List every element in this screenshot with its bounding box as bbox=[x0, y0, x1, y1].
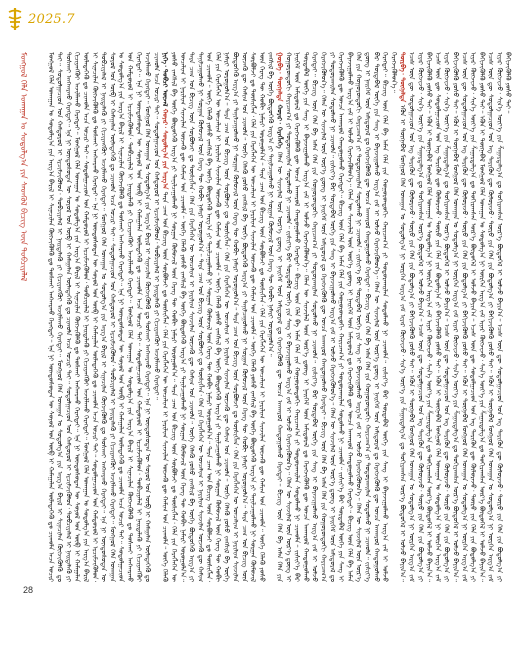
paragraph: ᠬᠡᠯᠡᠨ ᠦ ᠰᠢᠨᠵᠢᠯᠡᠯ ᠦᠨ ᠦᠷ᠎ᠡ ᠳ᠋ᠦᠩ ᠢ ᠨᠡᠢᠭᠡᠮ ᠦᠨ ᠠᠮᠢᠳᠤᠷᠠᠯ ᠳᠤ ᠬᠡᠷᠡᠭᠵᠢᠭᠦᠯᠬᠦ ᠳᠦ ᠣᠨᠴᠠ ᠠᠨᠬᠠᠷᠤᠯ ᠬᠠᠨᠳᠤᠭᠤᠯᠬᠤ ᠬᠡᠷᠡᠭᠲᠡᠢ᠃ ᠪᠢᠴᠢᠭ ᠦᠨ ᠬᠡᠯᠡ ᠪᠠ ᠠᠮᠠᠨ ᠬᠡᠯᠡ ᠶᠢᠨ ᠬᠣᠭᠣᠷᠣᠨᠳᠤᠬᠢ ᠬᠠᠷᠢᠴᠠᠭ᠎ᠠ ᠶᠢ ᠲᠣᠳᠤᠷᠬᠠᠢᠯᠠᠨ ᠰᠤᠳᠤᠯᠬᠤ ᠨᠢ ᠴᠢᠬᠤᠯᠠ᠃ ᠵᠢᠱᠢᠶ᠎ᠡ ᠪᠠᠷ ᠳᠤᠷᠳᠠᠪᠠᠯ ᠦᠭᠡ ᠶᠢᠨ ᠰᠠᠩ ᠢ ᠪᠠᠶᠠᠵᠢᠭᠤᠯᠬᠤ ᠠᠷᠭ᠎ᠠ ᠵᠠᠮ ᠢ ᠣᠯᠵᠤ ᠬᠡᠷᠡᠭᠵᠢᠭᠦᠯᠦᠨ᠎ᠡ᠃ ᠬᠡᠯᠡᠨ ᠦ ᠰᠢᠨᠵᠢᠯᠡᠯ ᠦᠨ ᠦᠷ᠎ᠡ ᠳ᠋ᠦᠩ ᠢ ᠨᠡᠢᠭᠡᠮ ᠦᠨ ᠠᠮᠢᠳᠤᠷᠠᠯ ᠳᠤ ᠬᠡᠷᠡᠭᠵᠢᠭᠦᠯᠬᠦ ᠳᠦ ᠣᠨᠴᠠ ᠠᠨᠬᠠᠷᠤᠯ ᠬᠠᠨᠳᠤᠭᠤᠯᠬᠤ ᠬᠡᠷᠡᠭᠲᠡᠢ᠃ ᠪᠢᠴᠢᠭ ᠦᠨ ᠬᠡᠯᠡ ᠪᠠ ᠠᠮᠠᠨ ᠬᠡᠯᠡ ᠶᠢᠨ ᠬᠣᠭᠣᠷᠣᠨᠳᠤᠬᠢ ᠬᠠᠷᠢᠴᠠᠭ᠎ᠠ ᠶᠢ ᠲᠣᠳᠤᠷᠬᠠᠢᠯᠠᠨ ᠰᠤᠳᠤᠯᠬᠤ ᠨᠢ ᠴᠢᠬᠤᠯᠠ᠃ ᠵᠢᠱᠢᠶ᠎ᠡ ᠪᠠᠷ ᠳᠤᠷᠳᠠᠪᠠᠯ ᠦᠭᠡ ᠶᠢᠨ ᠰᠠᠩ ᠢ ᠪᠠᠶᠠᠵᠢᠭᠤᠯᠬᠤ ᠠᠷᠭ᠎ᠠ ᠵᠠᠮ ᠢ ᠣᠯᠵᠤ ᠬᠡᠷᠡᠭᠵᠢᠭᠦᠯᠦᠨ᠎ᠡ᠃ ᠬᠡᠯᠡᠨ ᠦ ᠰᠢᠨᠵᠢᠯᠡᠯ ᠦᠨ ᠦᠷ᠎ᠡ ᠳ᠋ᠦᠩ ᠢ ᠨᠡᠢᠭᠡᠮ ᠦᠨ ᠠᠮᠢᠳᠤᠷᠠᠯ ᠳᠤ ᠬᠡᠷᠡᠭᠵᠢᠭᠦᠯᠬᠦ ᠳᠦ ᠣᠨᠴᠠ ᠠᠨᠬᠠᠷᠤᠯ ᠬᠠᠨᠳᠤᠭᠤᠯᠬᠤ ᠬᠡᠷᠡᠭᠲᠡᠢ᠃ ᠪᠢᠴᠢᠭ ᠦᠨ ᠬᠡᠯᠡ ᠪᠠ ᠠᠮᠠᠨ ᠬᠡᠯᠡ ᠶᠢᠨ ᠬᠣᠭᠣᠷᠣᠨᠳᠤᠬᠢ ᠬᠠᠷᠢᠴᠠᠭ᠎ᠠ ᠶᠢ ᠲᠣᠳᠤᠷᠬᠠᠢᠯᠠᠨ ᠰᠤᠳᠤᠯᠬᠤ ᠨᠢ ᠴᠢᠬᠤᠯᠠ᠃ ᠵᠢᠱᠢᠶ᠎ᠡ ᠪᠠᠷ ᠳᠤᠷᠳᠠᠪᠠᠯ ᠦᠭᠡ ᠶᠢᠨ ᠰᠠᠩ ᠢ ᠪᠠᠶᠠᠵᠢᠭᠤᠯᠬᠤ ᠠᠷᠭ᠎ᠠ ᠵᠠᠮ ᠢ ᠣᠯᠵᠤ ᠬᠡᠷᠡᠭᠵᠢᠭᠦᠯᠦᠨ᠎ᠡ᠃ ᠬᠡᠯᠡᠨ ᠦ ᠰᠢᠨᠵᠢᠯᠡᠯ ᠦᠨ ᠦᠷ᠎ᠡ ᠳ᠋ᠦᠩ ᠢ ᠨᠡᠢᠭᠡᠮ ᠦᠨ ᠠᠮᠢᠳᠤᠷᠠᠯ ᠳᠤ ᠬᠡᠷᠡᠭᠵᠢᠭᠦᠯᠬᠦ ᠳᠦ ᠣᠨᠴᠠ ᠠᠨᠬᠠᠷᠤᠯ ᠬᠠᠨᠳᠤᠭᠤᠯᠬᠤ ᠬᠡᠷᠡᠭᠲᠡᠢ᠃ ᠪᠢᠴᠢᠭ ᠦᠨ ᠬᠡᠯᠡ ᠪᠠ ᠠᠮᠠᠨ ᠬᠡᠯᠡ ᠶᠢᠨ ᠬᠣᠭᠣᠷᠣᠨᠳᠤᠬᠢ ᠬᠠᠷᠢᠴᠠᠭ᠎ᠠ ᠶᠢ ᠲᠣᠳᠤᠷᠬᠠᠢᠯᠠᠨ ᠰᠤᠳᠤᠯᠬᠤ ᠨᠢ ᠴᠢᠬᠤᠯᠠ᠃ ᠵᠢᠱᠢᠶ᠎ᠡ ᠪᠠᠷ ᠳᠤᠷᠳᠠᠪᠠᠯ ᠦᠭᠡ ᠶᠢᠨ ᠰᠠᠩ ᠢ ᠪᠠᠶᠠᠵᠢᠭᠤᠯᠬᠤ ᠠᠷᠭ᠎ᠠ ᠵᠠᠮ ᠢ ᠣᠯᠵᠤ ᠬᠡᠷᠡᠭᠵᠢᠭᠦᠯᠦᠨ᠎ᠡ᠃ ᠬᠡᠯᠡᠨ ᠦ ᠰᠢᠨᠵᠢᠯᠡᠯ ᠦᠨ ᠦᠷ᠎ᠡ ᠳ᠋ᠦᠩ ᠢ ᠨᠡᠢᠭᠡᠮ ᠦᠨ ᠠᠮᠢᠳᠤᠷᠠᠯ ᠳᠤ ᠬᠡᠷᠡᠭᠵᠢᠭᠦᠯᠬᠦ ᠳᠦ ᠣᠨᠴᠠ ᠠᠨᠬᠠᠷᠤᠯ ᠬᠠᠨᠳᠤᠭᠤᠯᠬᠤ ᠬᠡᠷᠡᠭᠲᠡᠢ᠃ ᠪᠢᠴᠢᠭ ᠦᠨ ᠬᠡᠯᠡ ᠪᠠ ᠠᠮᠠᠨ ᠬᠡᠯᠡ ᠶᠢᠨ ᠬᠣᠭᠣᠷᠣᠨᠳᠤᠬᠢ ᠬᠠᠷᠢᠴᠠᠭ᠎ᠠ ᠶᠢ ᠲᠣᠳᠤᠷᠬᠠᠢᠯᠠᠨ ᠰᠤᠳᠤᠯᠬᠤ ᠨᠢ ᠴᠢᠬᠤᠯᠠ᠃ ᠵᠢᠱᠢᠶ᠎ᠡ ᠪᠠᠷ ᠳᠤᠷᠳᠠᠪᠠᠯ ᠦᠭᠡ ᠶᠢᠨ ᠰᠠᠩ ᠢ ᠪᠠᠶᠠᠵᠢᠭᠤᠯᠬᠤ ᠠᠷᠭ᠎ᠠ ᠵᠠᠮ ᠢ ᠣᠯᠵᠤ ᠬᠡᠷᠡᠭᠵᠢᠭᠦᠯᠦᠨ᠎ᠡ᠃ ᠬᠡᠯᠡᠨ ᠦ ᠰᠢᠨᠵᠢᠯᠡᠯ ᠦᠨ ᠦᠷ᠎ᠡ ᠳ᠋ᠦᠩ ᠢ ᠨᠡᠢᠭᠡᠮ ᠦᠨ ᠠᠮᠢᠳᠤᠷᠠᠯ ᠳᠤ ᠬᠡᠷᠡᠭᠵᠢᠭᠦᠯᠬᠦ ᠳᠦ ᠣᠨᠴᠠ ᠠᠨᠬᠠᠷᠤᠯ ᠬᠠᠨᠳᠤᠭᠤᠯᠬᠤ ᠬᠡᠷᠡᠭᠲᠡᠢ᠃ ᠪᠢᠴᠢᠭ ᠦᠨ ᠬᠡᠯᠡ ᠪᠠ ᠠᠮᠠᠨ ᠬᠡᠯᠡ ᠶᠢᠨ ᠬᠣᠭᠣᠷᠣᠨᠳᠤᠬᠢ ᠬᠠᠷᠢᠴᠠᠭ᠎ᠠ ᠶᠢ ᠲᠣᠳᠤᠷᠬᠠᠢᠯᠠᠨ ᠰᠤᠳᠤᠯᠬᠤ ᠨᠢ ᠴᠢᠬᠤᠯᠠ᠃ ᠵᠢᠱᠢᠶ᠎ᠡ ᠪᠠᠷ ᠳᠤᠷᠳᠠᠪᠠᠯ ᠦᠭᠡ ᠶᠢᠨ ᠰᠠᠩ ᠢ ᠪᠠᠶᠠᠵᠢᠭᠤᠯᠬᠤ ᠠᠷᠭ᠎ᠠ ᠵᠠᠮ ᠢ ᠣᠯᠵᠤ ᠬᠡᠷᠡᠭᠵᠢᠭᠦᠯᠦᠨ᠎ᠡ᠃ ᠬᠡᠯᠡᠨ ᠦ ᠰᠢᠨᠵᠢᠯᠡᠯ ᠦᠨ ᠦᠷ᠎ᠡ ᠳ᠋ᠦᠩ ᠢ ᠨᠡᠢᠭᠡᠮ ᠦᠨ ᠠᠮᠢᠳᠤᠷᠠᠯ ᠳᠤ ᠬᠡᠷᠡᠭᠵᠢᠭᠦᠯᠬᠦ ᠳᠦ ᠣᠨᠴᠠ ᠠᠨᠬᠠᠷᠤᠯ ᠬᠠᠨᠳᠤᠭᠤᠯᠬᠤ ᠬᠡᠷᠡᠭᠲᠡᠢ᠃ ᠪᠢᠴᠢᠭ ᠦᠨ ᠬᠡᠯᠡ ᠪᠠ ᠠᠮᠠᠨ ᠬᠡᠯᠡ ᠶᠢᠨ ᠬᠣᠭᠣᠷᠣᠨᠳᠤᠬᠢ ᠬᠠᠷᠢᠴᠠᠭ᠎ᠠ ᠶᠢ ᠲᠣᠳᠤᠷᠬᠠᠢᠯᠠᠨ ᠰᠤᠳᠤᠯᠬᠤ ᠨᠢ ᠴᠢᠬᠤᠯᠠ᠃ ᠵᠢᠱᠢᠶ᠎ᠡ ᠪᠠᠷ ᠳᠤᠷᠳᠠᠪᠠᠯ ᠦᠭᠡ ᠶᠢᠨ ᠰᠠᠩ ᠢ ᠪᠠᠶᠠᠵᠢᠭᠤᠯᠬᠤ ᠠᠷᠭ᠎ᠠ ᠵᠠᠮ ᠢ ᠣᠯᠵᠤ ᠬᠡᠷᠡᠭᠵᠢᠭᠦᠯᠦᠨ᠎ᠡ᠃ ᠬᠡᠯᠡᠨ ᠦ ᠰᠢᠨᠵᠢᠯᠡᠯ ᠦᠨ ᠦᠷ᠎ᠡ ᠳ᠋ᠦᠩ ᠢ ᠨᠡᠢᠭᠡᠮ ᠦᠨ ᠠᠮᠢᠳᠤᠷᠠᠯ ᠳᠤ ᠬᠡᠷᠡᠭᠵᠢᠭᠦᠯᠬᠦ ᠳᠦ ᠣᠨᠴᠠ ᠠᠨᠬᠠᠷᠤᠯ ᠬᠠᠨᠳᠤᠭᠤᠯᠬᠤ ᠬᠡᠷᠡᠭᠲᠡᠢ᠃ ᠪᠢᠴᠢᠭ ᠦᠨ ᠬᠡᠯᠡ ᠪᠠ ᠠᠮᠠᠨ ᠬᠡᠯᠡ ᠶᠢᠨ ᠬᠣᠭᠣᠷᠣᠨᠳᠤᠬᠢ ᠬᠠᠷᠢᠴᠠᠭ᠎ᠠ ᠶᠢ ᠲᠣᠳᠤᠷᠬᠠᠢᠯᠠᠨ ᠰᠤᠳᠤᠯᠬᠤ ᠨᠢ ᠴᠢᠬᠤᠯᠠ᠃ ᠵᠢᠱᠢᠶ᠎ᠡ ᠪᠠᠷ ᠳᠤᠷᠳᠠᠪᠠᠯ ᠦᠭᠡ ᠶᠢᠨ ᠰᠠᠩ ᠢ ᠪᠠᠶᠠᠵᠢᠭᠤᠯᠬᠤ ᠠᠷᠭ᠎ᠠ ᠵᠠᠮ ᠢ ᠣᠯᠵᠤ ᠬᠡᠷᠡᠭᠵᠢᠭᠦᠯᠦᠨ᠎ᠡ᠃ bbox=[275, 52, 398, 582]
text-column-2 bbox=[160, 52, 274, 582]
text-column-4 bbox=[398, 52, 512, 582]
section-heading: ᠳᠥᠷᠪᠡ᠂ ᠳᠦᠭᠨᠡᠯᠲᠡ bbox=[398, 52, 407, 103]
paragraph: ᠲᠡᠷᠡ ᠴᠠᠭ ᠤᠨ ᠪᠢᠴᠢᠭ ᠦᠨ ᠰᠤᠷᠪᠤᠯᠵᠢ ᠳᠤ ᠲᠦᠰᠢᠭᠯᠡᠨ᠂ ᠬᠡᠯᠡ ᠶᠢᠨ ᠬᠡᠷᠡᠭᠯᠡᠭᠡᠨ ᠦ ᠣᠨᠴᠠᠯᠢᠭ ᠢ ᠨᠠᠷᠢᠯᠢᠭ ᠰᠢᠨᠵᠢᠯᠡᠨ ᠦᠵᠡᠬᠦ ᠳᠦ ᠬᠠᠮᠢᠭ ᠤᠨ ᠴᠢᠬᠤᠯᠠ᠃ ᠦᠭᠡ ᠬᠡᠯᠡᠬᠦ ᠶᠣᠰᠣ ᠵᠠᠩᠰᠢᠯ ᠪᠠ ᠦᠭᠡ ᠪᠦᠲᠦᠭᠡᠬᠦ ᠠᠷᠭ᠎ᠠ ᠶᠢ ᠲᠠᠨᠢᠯᠴᠠᠭᠤᠯᠬᠤ ᠨᠢ ᠰᠤᠷᠭᠠᠨ ᠬᠦᠮᠦᠵᠢᠯ ᠦᠨ ᠬᠡᠷᠡᠭ ᠲᠦ ᠬᠤᠪᠢ ᠨᠡᠮᠡᠷᠢ ᠣᠷᠣᠭᠤᠯᠨ᠎ᠠ᠃ ᠲᠡᠷᠡ ᠴᠠᠭ ᠤᠨ ᠪᠢᠴᠢᠭ ᠦᠨ ᠰᠤᠷᠪᠤᠯᠵᠢ ᠳᠤ ᠲᠦᠰᠢᠭᠯᠡᠨ᠂ ᠬᠡᠯᠡ ᠶᠢᠨ ᠬᠡᠷᠡᠭᠯᠡᠭᠡᠨ ᠦ ᠣᠨᠴᠠᠯᠢᠭ ᠢ ᠨᠠᠷᠢᠯᠢᠭ ᠰᠢᠨᠵᠢᠯᠡᠨ ᠦᠵᠡᠬᠦ ᠳᠦ ᠬᠠᠮᠢᠭ ᠤᠨ ᠴᠢᠬᠤᠯᠠ᠃ ᠦᠭᠡ ᠬᠡᠯᠡᠬᠦ ᠶᠣᠰᠣ ᠵᠠᠩᠰᠢᠯ ᠪᠠ ᠦᠭᠡ ᠪᠦᠲᠦᠭᠡᠬᠦ ᠠᠷᠭ᠎ᠠ ᠶᠢ ᠲᠠᠨᠢᠯᠴᠠᠭᠤᠯᠬᠤ ᠨᠢ ᠰᠤᠷᠭᠠᠨ ᠬᠦᠮᠦᠵᠢᠯ ᠦᠨ ᠬᠡᠷᠡᠭ ᠲᠦ ᠬᠤᠪᠢ ᠨᠡᠮᠡᠷᠢ ᠣᠷᠣᠭᠤᠯᠨ᠎ᠠ᠃ ᠲᠡᠷᠡ ᠴᠠᠭ ᠤᠨ ᠪᠢᠴᠢᠭ ᠦᠨ ᠰᠤᠷᠪᠤᠯᠵᠢ ᠳᠤ ᠲᠦᠰᠢᠭᠯᠡᠨ᠂ ᠬᠡᠯᠡ ᠶᠢᠨ ᠬᠡᠷᠡᠭᠯᠡᠭᠡᠨ ᠦ ᠣᠨᠴᠠᠯᠢᠭ ᠢ ᠨᠠᠷᠢᠯᠢᠭ ᠰᠢᠨᠵᠢᠯᠡᠨ ᠦᠵᠡᠬᠦ ᠳᠦ ᠬᠠᠮᠢᠭ ᠤᠨ ᠴᠢᠬᠤᠯᠠ᠃ ᠦᠭᠡ ᠬᠡᠯᠡᠬᠦ ᠶᠣᠰᠣ ᠵᠠᠩᠰᠢᠯ ᠪᠠ ᠦᠭᠡ ᠪᠦᠲᠦᠭᠡᠬᠦ ᠠᠷᠭ᠎ᠠ ᠶᠢ ᠲᠠᠨᠢᠯᠴᠠᠭᠤᠯᠬᠤ ᠨᠢ ᠰᠤᠷᠭᠠᠨ ᠬᠦᠮᠦᠵᠢᠯ ᠦᠨ ᠬᠡᠷᠡᠭ ᠲᠦ ᠬᠤᠪᠢ ᠨᠡᠮᠡᠷᠢ ᠣᠷᠣᠭᠤᠯᠨ᠎ᠠ᠃ ᠲᠡᠷᠡ ᠴᠠᠭ ᠤᠨ ᠪᠢᠴᠢᠭ ᠦᠨ ᠰᠤᠷᠪᠤᠯᠵᠢ ᠳᠤ ᠲᠦᠰᠢᠭᠯᠡᠨ᠂ ᠬᠡᠯᠡ ᠶᠢᠨ ᠬᠡᠷᠡᠭᠯᠡᠭᠡᠨ ᠦ ᠣᠨᠴᠠᠯᠢᠭ ᠢ ᠨᠠᠷᠢᠯᠢᠭ ᠰᠢᠨᠵᠢᠯᠡᠨ ᠦᠵᠡᠬᠦ ᠳᠦ ᠬᠠᠮᠢᠭ ᠤᠨ ᠴᠢᠬᠤᠯᠠ᠃ ᠦᠭᠡ ᠬᠡᠯᠡᠬᠦ ᠶᠣᠰᠣ ᠵᠠᠩᠰᠢᠯ ᠪᠠ ᠦᠭᠡ ᠪᠦᠲᠦᠭᠡᠬᠦ ᠠᠷᠭ᠎ᠠ ᠶᠢ ᠲᠠᠨᠢᠯᠴᠠᠭᠤᠯᠬᠤ ᠨᠢ ᠰᠤᠷᠭᠠᠨ ᠬᠦᠮᠦᠵᠢᠯ ᠦᠨ ᠬᠡᠷᠡᠭ ᠲᠦ ᠬᠤᠪᠢ ᠨᠡᠮᠡᠷᠢ ᠣᠷᠣᠭᠤᠯᠨ᠎ᠠ᠃ ᠲᠡᠷᠡ ᠴᠠᠭ ᠤᠨ ᠪᠢᠴᠢᠭ ᠦᠨ ᠰᠤᠷᠪᠤᠯᠵᠢ ᠳᠤ ᠲᠦᠰᠢᠭᠯᠡᠨ᠂ ᠬᠡᠯᠡ ᠶᠢᠨ ᠬᠡᠷᠡᠭᠯᠡᠭᠡᠨ ᠦ ᠣᠨᠴᠠᠯᠢᠭ ᠢ ᠨᠠᠷᠢᠯᠢᠭ ᠰᠢᠨᠵᠢᠯᠡᠨ ᠦᠵᠡᠬᠦ ᠳᠦ ᠬᠠᠮᠢᠭ ᠤᠨ ᠴᠢᠬᠤᠯᠠ᠃ ᠦᠭᠡ ᠬᠡᠯᠡᠬᠦ ᠶᠣᠰᠣ ᠵᠠᠩᠰᠢᠯ ᠪᠠ ᠦᠭᠡ ᠪᠦᠲᠦᠭᠡᠬᠦ ᠠᠷᠭ᠎ᠠ ᠶᠢ ᠲᠠᠨᠢᠯᠴᠠᠭᠤᠯᠬᠤ ᠨᠢ ᠰᠤᠷᠭᠠᠨ ᠬᠦᠮᠦᠵᠢᠯ ᠦᠨ ᠬᠡᠷᠡᠭ ᠲᠦ ᠬᠤᠪᠢ ᠨᠡᠮᠡᠷᠢ ᠣᠷᠣᠭᠤᠯᠨ᠎ᠠ᠃ ᠲᠡᠷᠡ ᠴᠠᠭ ᠤᠨ ᠪᠢᠴᠢᠭ ᠦᠨ ᠰᠤᠷᠪᠤᠯᠵᠢ ᠳᠤ ᠲᠦᠰᠢᠭᠯᠡᠨ᠂ ᠬᠡᠯᠡ ᠶᠢᠨ ᠬᠡᠷᠡᠭᠯᠡᠭᠡᠨ ᠦ ᠣᠨᠴᠠᠯᠢᠭ ᠢ ᠨᠠᠷᠢᠯᠢᠭ ᠰᠢᠨᠵᠢᠯᠡᠨ ᠦᠵᠡᠬᠦ ᠳᠦ ᠬᠠᠮᠢᠭ ᠤᠨ ᠴᠢᠬᠤᠯᠠ᠃ ᠦᠭᠡ ᠬᠡᠯᠡᠬᠦ ᠶᠣᠰᠣ ᠵᠠᠩᠰᠢᠯ ᠪᠠ ᠦᠭᠡ ᠪᠦᠲᠦᠭᠡᠬᠦ ᠠᠷᠭ᠎ᠠ ᠶᠢ ᠲᠠᠨᠢᠯᠴᠠᠭᠤᠯᠬᠤ ᠨᠢ ᠰᠤᠷᠭᠠᠨ ᠬᠦᠮᠦᠵᠢᠯ ᠦᠨ ᠬᠡᠷᠡᠭ ᠲᠦ ᠬᠤᠪᠢ ᠨᠡᠮᠡᠷᠢ ᠣᠷᠣᠭᠤᠯᠨ᠎ᠠ᠃ ᠲᠡᠷᠡ ᠴᠠᠭ ᠤᠨ ᠪᠢᠴᠢᠭ ᠦᠨ ᠰᠤᠷᠪᠤᠯᠵᠢ ᠳᠤ ᠲᠦᠰᠢᠭᠯᠡᠨ᠂ ᠬᠡᠯᠡ ᠶᠢᠨ ᠬᠡᠷᠡᠭᠯᠡᠭᠡᠨ ᠦ ᠣᠨᠴᠠᠯᠢᠭ ᠢ ᠨᠠᠷᠢᠯᠢᠭ ᠰᠢᠨᠵᠢᠯᠡᠨ ᠦᠵᠡᠬᠦ ᠳᠦ ᠬᠠᠮᠢᠭ ᠤᠨ ᠴᠢᠬᠤᠯᠠ᠃ ᠦᠭᠡ ᠬᠡᠯᠡᠬᠦ ᠶᠣᠰᠣ ᠵᠠᠩᠰᠢᠯ ᠪᠠ ᠦᠭᠡ ᠪᠦᠲᠦᠭᠡᠬᠦ ᠠᠷᠭ᠎ᠠ ᠶᠢ ᠲᠠᠨᠢᠯᠴᠠᠭᠤᠯᠬᠤ ᠨᠢ ᠰᠤᠷᠭᠠᠨ ᠬᠦᠮᠦᠵᠢᠯ ᠦᠨ ᠬᠡᠷᠡᠭ ᠲᠦ ᠬᠤᠪᠢ ᠨᠡᠮᠡᠷᠢ ᠣᠷᠣᠭᠤᠯᠨ᠎ᠠ᠃ ᠲᠡᠷᠡ ᠴᠠᠭ ᠤᠨ ᠪᠢᠴᠢᠭ ᠦᠨ ᠰᠤᠷᠪᠤᠯᠵᠢ ᠳᠤ ᠲᠦᠰᠢᠭᠯᠡᠨ᠂ ᠬᠡᠯᠡ ᠶᠢᠨ ᠬᠡᠷᠡᠭᠯᠡᠭᠡᠨ ᠦ ᠣᠨᠴᠠᠯᠢᠭ ᠢ ᠨᠠᠷᠢᠯᠢᠭ ᠰᠢᠨᠵᠢᠯᠡᠨ ᠦᠵᠡᠬᠦ ᠳᠦ ᠬᠠᠮᠢᠭ ᠤᠨ ᠴᠢᠬᠤᠯᠠ᠃ ᠦᠭᠡ ᠬᠡᠯᠡᠬᠦ ᠶᠣᠰᠣ ᠵᠠᠩᠰᠢᠯ ᠪᠠ ᠦᠭᠡ ᠪᠦᠲᠦᠭᠡᠬᠦ ᠠᠷᠭ᠎ᠠ ᠶᠢ ᠲᠠᠨᠢᠯᠴᠠᠭᠤᠯᠬᠤ ᠨᠢ ᠰᠤᠷᠭᠠᠨ ᠬᠦᠮᠦᠵᠢᠯ ᠦᠨ ᠬᠡᠷᠡᠭ ᠲᠦ ᠬᠤᠪᠢ ᠨᠡᠮᠡᠷᠢ ᠣᠷᠣᠭᠤᠯᠨ᠎ᠠ᠃ ᠲᠡᠷᠡ ᠴᠠᠭ ᠤᠨ ᠪᠢᠴᠢᠭ ᠦᠨ ᠰᠤᠷᠪᠤᠯᠵᠢ ᠳᠤ ᠲᠦᠰᠢᠭᠯᠡᠨ᠂ ᠬᠡᠯᠡ ᠶᠢᠨ ᠬᠡᠷᠡᠭᠯᠡᠭᠡᠨ ᠦ ᠣᠨᠴᠠᠯᠢᠭ ᠢ ᠨᠠᠷᠢᠯᠢᠭ ᠰᠢᠨᠵᠢᠯᠡᠨ ᠦᠵᠡᠬᠦ ᠳᠦ ᠬᠠᠮᠢᠭ ᠤᠨ ᠴᠢᠬᠤᠯᠠ᠃ ᠦᠭᠡ ᠬᠡᠯᠡᠬᠦ ᠶᠣᠰᠣ ᠵᠠᠩᠰᠢᠯ ᠪᠠ ᠦᠭᠡ ᠪᠦᠲᠦᠭᠡᠬᠦ ᠠᠷᠭ᠎ᠠ ᠶᠢ ᠲᠠᠨᠢᠯᠴᠠᠭᠤᠯᠬᠤ ᠨᠢ ᠰᠤᠷᠭᠠᠨ ᠬᠦᠮᠦᠵᠢᠯ ᠦᠨ ᠬᠡᠷᠡᠭ ᠲᠦ ᠬᠤᠪᠢ ᠨᠡᠮᠡᠷᠢ ᠣᠷᠣᠭᠤᠯᠨ᠎ᠠ᠃ bbox=[161, 52, 275, 582]
running-title: ᠮᠣᠩᠭᠤᠯ ᠬᠡᠯᠡ ᠤᠬᠠᠭᠠᠨ ᠤ ᠰᠤᠳᠤᠯᠭ᠎ᠠ ᠶᠢᠨ ᠰᠡᠳᠬᠦᠯ ᠪᠢᠴᠢᠭ ᠦᠨ ᠲᠣᠪᠴᠢᠶᠠᠯᠠᠯ bbox=[19, 52, 28, 282]
issue-year: 2025.7 bbox=[28, 11, 75, 27]
body-text bbox=[46, 52, 512, 582]
paragraph: ᠡᠭᠦᠨ ᠢ ᠳᠦᠭᠨᠡᠪᠡᠯ ᠮᠣᠩᠭᠣᠯ ᠬᠡᠯᠡ ᠤᠬᠠᠭᠠᠨ ᠤ ᠰᠤᠳᠤᠯᠭ᠎ᠠ ᠨᠢ ᠥᠷᠭᠡᠨ ᠠᠷᠭ᠎ᠠ ᠵᠠᠮ ᠢᠶᠠᠷ ᠬᠥᠭᠵᠢᠵᠦ᠂ ᠰᠢᠨ᠎ᠡ ᠦᠶ᠎ᠡ ᠶᠢᠨ ᠱᠠᠭᠠᠷᠳᠠᠯᠭ᠎ᠠ ᠳᠤ ᠲᠣᠬᠢᠷᠠᠭᠰᠠᠨ ᠦᠷ᠎ᠡ ᠪᠦᠲᠦᠭᠡᠯ ᠢ ᠣᠯᠵᠤ ᠪᠠᠶᠢᠨ᠎ᠠ᠃ ᠡᠴᠡᠰ ᠦᠨ ᠳᠦ ᠰᠤᠳᠤᠯᠭᠠᠴᠢᠳ ᠤᠨ ᠡᠩ ᠲᠡᠷᠢᠭᠦᠨ ᠳᠦ ᠬᠥᠯᠦᠷᠡᠵᠦ᠂ ᠲᠥᠷᠥ ᠶᠢᠨ ᠬᠡᠯᠡ ᠶᠢᠨ ᠪᠣᠳᠤᠯᠭ᠎ᠠ ᠶᠢ ᠪᠡᠬᠢᠵᠢᠭᠦᠯᠬᠦ ᠶᠣᠰᠣ ᠲᠠᠢ᠃ ᠡᠭᠦᠨ ᠢ ᠳᠦᠭᠨᠡᠪᠡᠯ ᠮᠣᠩᠭᠣᠯ ᠬᠡᠯᠡ ᠤᠬᠠᠭᠠᠨ ᠤ ᠰᠤᠳᠤᠯᠭ᠎ᠠ ᠨᠢ ᠥᠷᠭᠡᠨ ᠠᠷᠭ᠎ᠠ ᠵᠠᠮ ᠢᠶᠠᠷ ᠬᠥᠭᠵᠢᠵᠦ᠂ ᠰᠢᠨ᠎ᠡ ᠦᠶ᠎ᠡ ᠶᠢᠨ ᠱᠠᠭᠠᠷᠳᠠᠯᠭ᠎ᠠ ᠳᠤ ᠲᠣᠬᠢᠷᠠᠭᠰᠠᠨ ᠦᠷ᠎ᠡ ᠪᠦᠲᠦᠭᠡᠯ ᠢ ᠣᠯᠵᠤ ᠪᠠᠶᠢᠨ᠎ᠠ᠃ ᠡᠴᠡᠰ ᠦᠨ ᠳᠦ ᠰᠤᠳᠤᠯᠭᠠᠴᠢᠳ ᠤᠨ ᠡᠩ ᠲᠡᠷᠢᠭᠦᠨ ᠳᠦ ᠬᠥᠯᠦᠷᠡᠵᠦ᠂ ᠲᠥᠷᠥ ᠶᠢᠨ ᠬᠡᠯᠡ ᠶᠢᠨ ᠪᠣᠳᠤᠯᠭ᠎ᠠ ᠶᠢ ᠪᠡᠬᠢᠵᠢᠭᠦᠯᠬᠦ ᠶᠣᠰᠣ ᠲᠠᠢ᠃ ᠡᠭᠦᠨ ᠢ ᠳᠦᠭᠨᠡᠪᠡᠯ ᠮᠣᠩᠭᠣᠯ ᠬᠡᠯᠡ ᠤᠬᠠᠭᠠᠨ ᠤ ᠰᠤᠳᠤᠯᠭ᠎ᠠ ᠨᠢ ᠥᠷᠭᠡᠨ ᠠᠷᠭ᠎ᠠ ᠵᠠᠮ ᠢᠶᠠᠷ ᠬᠥᠭᠵᠢᠵᠦ᠂ ᠰᠢᠨ᠎ᠡ ᠦᠶ᠎ᠡ ᠶᠢᠨ ᠱᠠᠭᠠᠷᠳᠠᠯᠭ᠎ᠠ ᠳᠤ ᠲᠣᠬᠢᠷᠠᠭᠰᠠᠨ ᠦᠷ᠎ᠡ ᠪᠦᠲᠦᠭᠡᠯ ᠢ ᠣᠯᠵᠤ ᠪᠠᠶᠢᠨ᠎ᠠ᠃ ᠡᠴᠡᠰ ᠦᠨ ᠳᠦ ᠰᠤᠳᠤᠯᠭᠠᠴᠢᠳ ᠤᠨ ᠡᠩ ᠲᠡᠷᠢᠭᠦᠨ ᠳᠦ ᠬᠥᠯᠦᠷᠡᠵᠦ᠂ ᠲᠥᠷᠥ ᠶᠢᠨ ᠬᠡᠯᠡ ᠶᠢᠨ ᠪᠣᠳᠤᠯᠭ᠎ᠠ ᠶᠢ ᠪᠡᠬᠢᠵᠢᠭᠦᠯᠬᠦ ᠶᠣᠰᠣ ᠲᠠᠢ᠃ ᠡᠭᠦᠨ ᠢ ᠳᠦᠭᠨᠡᠪᠡᠯ ᠮᠣᠩᠭᠣᠯ ᠬᠡᠯᠡ ᠤᠬᠠᠭᠠᠨ ᠤ ᠰᠤᠳᠤᠯᠭ᠎ᠠ ᠨᠢ ᠥᠷᠭᠡᠨ ᠠᠷᠭ᠎ᠠ ᠵᠠᠮ ᠢᠶᠠᠷ ᠬᠥᠭᠵᠢᠵᠦ᠂ ᠰᠢᠨ᠎ᠡ ᠦᠶ᠎ᠡ ᠶᠢᠨ ᠱᠠᠭᠠᠷᠳᠠᠯᠭ᠎ᠠ ᠳᠤ ᠲᠣᠬᠢᠷᠠᠭᠰᠠᠨ ᠦᠷ᠎ᠡ ᠪᠦᠲᠦᠭᠡᠯ ᠢ ᠣᠯᠵᠤ ᠪᠠᠶᠢᠨ᠎ᠠ᠃ ᠡᠴᠡᠰ ᠦᠨ ᠳᠦ ᠰᠤᠳᠤᠯᠭᠠᠴᠢᠳ ᠤᠨ ᠡᠩ ᠲᠡᠷᠢᠭᠦᠨ ᠳᠦ ᠬᠥᠯᠦᠷᠡᠵᠦ᠂ ᠲᠥᠷᠥ ᠶᠢᠨ ᠬᠡᠯᠡ ᠶᠢᠨ ᠪᠣᠳᠤᠯᠭ᠎ᠠ ᠶᠢ ᠪᠡᠬᠢᠵᠢᠭᠦᠯᠬᠦ ᠶᠣᠰᠣ ᠲᠠᠢ᠃ ᠡᠭᠦᠨ ᠢ ᠳᠦᠭᠨᠡᠪᠡᠯ ᠮᠣᠩᠭᠣᠯ ᠬᠡᠯᠡ ᠤᠬᠠᠭᠠᠨ ᠤ ᠰᠤᠳᠤᠯᠭ᠎ᠠ ᠨᠢ ᠥᠷᠭᠡᠨ ᠠᠷᠭ᠎ᠠ ᠵᠠᠮ ᠢᠶᠠᠷ ᠬᠥᠭᠵᠢᠵᠦ᠂ ᠰᠢᠨ᠎ᠡ ᠦᠶ᠎ᠡ ᠶᠢᠨ ᠱᠠᠭᠠᠷᠳᠠᠯᠭ᠎ᠠ ᠳᠤ ᠲᠣᠬᠢᠷᠠᠭᠰᠠᠨ ᠦᠷ᠎ᠡ ᠪᠦᠲᠦᠭᠡᠯ ᠢ ᠣᠯᠵᠤ ᠪᠠᠶᠢᠨ᠎ᠠ᠃ ᠡᠴᠡᠰ ᠦᠨ ᠳᠦ ᠰᠤᠳᠤᠯᠭᠠᠴᠢᠳ ᠤᠨ ᠡᠩ ᠲᠡᠷᠢᠭᠦᠨ ᠳᠦ ᠬᠥᠯᠦᠷᠡᠵᠦ᠂ ᠲᠥᠷᠥ ᠶᠢᠨ ᠬᠡᠯᠡ ᠶᠢᠨ ᠪᠣᠳᠤᠯᠭ᠎ᠠ ᠶᠢ ᠪᠡᠬᠢᠵᠢᠭᠦᠯᠬᠦ ᠶᠣᠰᠣ ᠲᠠᠢ᠃ ᠡᠭᠦᠨ ᠢ ᠳᠦᠭᠨᠡᠪᠡᠯ ᠮᠣᠩᠭᠣᠯ ᠬᠡᠯᠡ ᠤᠬᠠᠭᠠᠨ ᠤ ᠰᠤᠳᠤᠯᠭ᠎ᠠ ᠨᠢ ᠥᠷᠭᠡᠨ ᠠᠷᠭ᠎ᠠ ᠵᠠᠮ ᠢᠶᠠᠷ ᠬᠥᠭᠵᠢᠵᠦ᠂ ᠰᠢᠨ᠎ᠡ ᠦᠶ᠎ᠡ ᠶᠢᠨ ᠱᠠᠭᠠᠷᠳᠠᠯᠭ᠎ᠠ ᠳᠤ ᠲᠣᠬᠢᠷᠠᠭᠰᠠᠨ ᠦᠷ᠎ᠡ ᠪᠦᠲᠦᠭᠡᠯ ᠢ ᠣᠯᠵᠤ ᠪᠠᠶᠢᠨ᠎ᠠ᠃ ᠡᠴᠡᠰ ᠦᠨ ᠳᠦ ᠰᠤᠳᠤᠯᠭᠠᠴᠢᠳ ᠤᠨ ᠡᠩ ᠲᠡᠷᠢᠭᠦᠨ ᠳᠦ ᠬᠥᠯᠦᠷᠡᠵᠦ᠂ ᠲᠥᠷᠥ ᠶᠢᠨ ᠬᠡᠯᠡ ᠶᠢᠨ ᠪᠣᠳᠤᠯᠭ᠎ᠠ ᠶᠢ ᠪᠡᠬᠢᠵᠢᠭᠦᠯᠬᠦ ᠶᠣᠰᠣ ᠲᠠᠢ᠃ ᠡᠭᠦᠨ ᠢ ᠳᠦᠭᠨᠡᠪᠡᠯ ᠮᠣᠩᠭᠣᠯ ᠬᠡᠯᠡ ᠤᠬᠠᠭᠠᠨ ᠤ ᠰᠤᠳᠤᠯᠭ᠎ᠠ ᠨᠢ ᠥᠷᠭᠡᠨ ᠠᠷᠭ᠎ᠠ ᠵᠠᠮ ᠢᠶᠠᠷ ᠬᠥᠭᠵᠢᠵᠦ᠂ ᠰᠢᠨ᠎ᠡ ᠦᠶ᠎ᠡ ᠶᠢᠨ ᠱᠠᠭᠠᠷᠳᠠᠯᠭ᠎ᠠ ᠳᠤ ᠲᠣᠬᠢᠷᠠᠭᠰᠠᠨ ᠦᠷ᠎ᠡ ᠪᠦᠲᠦᠭᠡᠯ ᠢ ᠣᠯᠵᠤ ᠪᠠᠶᠢᠨ᠎ᠠ᠃ ᠡᠴᠡᠰ ᠦᠨ ᠳᠦ ᠰᠤᠳᠤᠯᠭᠠᠴᠢᠳ ᠤᠨ ᠡᠩ ᠲᠡᠷᠢᠭᠦᠨ ᠳᠦ ᠬᠥᠯᠦᠷᠡᠵᠦ᠂ ᠲᠥᠷᠥ ᠶᠢᠨ ᠬᠡᠯᠡ ᠶᠢᠨ ᠪᠣᠳᠤᠯᠭ᠎ᠠ ᠶᠢ ᠪᠡᠬᠢᠵᠢᠭᠦᠯᠬᠦ ᠶᠣᠰᠣ ᠲᠠᠢ᠃ ᠡᠭᠦᠨ ᠢ ᠳᠦᠭᠨᠡᠪᠡᠯ ᠮᠣᠩᠭᠣᠯ ᠬᠡᠯᠡ ᠤᠬᠠᠭᠠᠨ ᠤ ᠰᠤᠳᠤᠯᠭ᠎ᠠ ᠨᠢ ᠥᠷᠭᠡᠨ ᠠᠷᠭ᠎ᠠ ᠵᠠᠮ ᠢᠶᠠᠷ ᠬᠥᠭᠵᠢᠵᠦ᠂ ᠰᠢᠨ᠎ᠡ ᠦᠶ᠎ᠡ ᠶᠢᠨ ᠱᠠᠭᠠᠷᠳᠠᠯᠭ᠎ᠠ ᠳᠤ ᠲᠣᠬᠢᠷᠠᠭᠰᠠᠨ ᠦᠷ᠎ᠡ ᠪᠦᠲᠦᠭᠡᠯ ᠢ ᠣᠯᠵᠤ ᠪᠠᠶᠢᠨ᠎ᠠ᠃ ᠡᠴᠡᠰ ᠦᠨ ᠳᠦ ᠰᠤᠳᠤᠯᠭᠠᠴᠢᠳ ᠤᠨ ᠡᠩ ᠲᠡᠷᠢᠭᠦᠨ ᠳᠦ ᠬᠥᠯᠦᠷᠡᠵᠦ᠂ ᠲᠥᠷᠥ ᠶᠢᠨ ᠬᠡᠯᠡ ᠶᠢᠨ ᠪᠣᠳᠤᠯᠭ᠎ᠠ ᠶᠢ ᠪᠡᠬᠢᠵᠢᠭᠦᠯᠬᠦ ᠶᠣᠰᠣ ᠲᠠᠢ᠃ bbox=[398, 52, 512, 582]
text-column-3 bbox=[275, 52, 398, 582]
text-column-1 bbox=[46, 52, 160, 582]
page-number: 28 bbox=[23, 585, 34, 595]
section-heading: ᠬᠣᠶᠠᠷ᠂ ᠰᠤᠳᠤᠯᠭ᠎ᠠ ᠶᠢᠨ ᠠᠷᠭ᠎ᠠ bbox=[161, 108, 170, 190]
section-heading: ᠭᠤᠷᠪᠠ᠂ ᠳᠦᠭᠨᠡᠯᠲᠡ bbox=[275, 52, 284, 102]
running-title-strip bbox=[14, 52, 32, 372]
paragraph: ᠮᠣᠩᠭᠣᠯ ᠬᠡᠯᠡ ᠤᠬᠠᠭᠠᠨ ᠤ ᠰᠤᠳᠤᠯᠭ᠎ᠠ ᠶᠢᠨ ᠠᠷᠭ᠎ᠠ ᠪᠠᠷᠢᠯ ᠢ ᠰᠢᠨᠡᠴᠢᠯᠡᠨ ᠬᠥᠭᠵᠢᠭᠦᠯᠬᠦ ᠳᠤ ᠲᠤᠰᠬᠠᠢ ᠠᠩᠬᠠᠷᠬᠤ ᠬᠡᠷᠡᠭᠲᠡᠢ᠃ ᠡᠨᠡ ᠨᠢ ᠦᠨᠳᠦᠰᠦᠲᠡᠨ ᠦ ᠰᠣᠶᠣᠯ ᠤᠨ ᠥᠪ ᠢ ᠬᠠᠮᠠᠭᠠᠯᠠᠨ ᠦᠯᠡᠳᠡᠭᠡᠬᠦ ᠳᠤ ᠴᠢᠬᠤᠯᠠ ᠠᠴᠠ ᠤᠴᠢᠷ ᠲᠠᠢ᠃ ᠰᠤᠳᠤᠯᠭᠠᠴᠢᠳ ᠤᠨ ᠬᠠᠮᠲᠤᠷᠤᠯ ᠢ ᠡᠷᠴᠢᠮᠵᠢᠭᠦᠯᠦᠨ᠂ ᠲᠣᠪᠴᠢᠶᠠᠯᠠᠯ ᠢ ᠨᠡᠢᠲᠡᠯᠡᠬᠦ ᠶᠢ ᠬᠢᠴᠢᠶᠡᠩᠭᠦᠢ ᠠᠵᠢᠯᠯᠠᠬᠤ ᠬᠡᠷᠡᠭᠲᠡᠢ᠃ ᠮᠣᠩᠭᠣᠯ ᠬᠡᠯᠡ ᠤᠬᠠᠭᠠᠨ ᠤ ᠰᠤᠳᠤᠯᠭ᠎ᠠ ᠶᠢᠨ ᠠᠷᠭ᠎ᠠ ᠪᠠᠷᠢᠯ ᠢ ᠰᠢᠨᠡᠴᠢᠯᠡᠨ ᠬᠥᠭᠵᠢᠭᠦᠯᠬᠦ ᠳᠤ ᠲᠤᠰᠬᠠᠢ ᠠᠩᠬᠠᠷᠬᠤ ᠬᠡᠷᠡᠭᠲᠡᠢ᠃ ᠡᠨᠡ ᠨᠢ ᠦᠨᠳᠦᠰᠦᠲᠡᠨ ᠦ ᠰᠣᠶᠣᠯ ᠤᠨ ᠥᠪ ᠢ ᠬᠠᠮᠠᠭᠠᠯᠠᠨ ᠦᠯᠡᠳᠡᠭᠡᠬᠦ ᠳᠤ ᠴᠢᠬᠤᠯᠠ ᠠᠴᠠ ᠤᠴᠢᠷ ᠲᠠᠢ᠃ ᠰᠤᠳᠤᠯᠭᠠᠴᠢᠳ ᠤᠨ ᠬᠠᠮᠲᠤᠷᠤᠯ ᠢ ᠡᠷᠴᠢᠮᠵᠢᠭᠦᠯᠦᠨ᠂ ᠲᠣᠪᠴᠢᠶᠠᠯᠠᠯ ᠢ ᠨᠡᠢᠲᠡᠯᠡᠬᠦ ᠶᠢ ᠬᠢᠴᠢᠶᠡᠩᠭᠦᠢ ᠠᠵᠢᠯᠯᠠᠬᠤ ᠬᠡᠷᠡᠭᠲᠡᠢ᠃ ᠮᠣᠩᠭᠣᠯ ᠬᠡᠯᠡ ᠤᠬᠠᠭᠠᠨ ᠤ ᠰᠤᠳᠤᠯᠭ᠎ᠠ ᠶᠢᠨ ᠠᠷᠭ᠎ᠠ ᠪᠠᠷᠢᠯ ᠢ ᠰᠢᠨᠡᠴᠢᠯᠡᠨ ᠬᠥᠭᠵᠢᠭᠦᠯᠬᠦ ᠳᠤ ᠲᠤᠰᠬᠠᠢ ᠠᠩᠬᠠᠷᠬᠤ ᠬᠡᠷᠡᠭᠲᠡᠢ᠃ ᠡᠨᠡ ᠨᠢ ᠦᠨᠳᠦᠰᠦᠲᠡᠨ ᠦ ᠰᠣᠶᠣᠯ ᠤᠨ ᠥᠪ ᠢ ᠬᠠᠮᠠᠭᠠᠯᠠᠨ ᠦᠯᠡᠳᠡᠭᠡᠬᠦ ᠳᠤ ᠴᠢᠬᠤᠯᠠ ᠠᠴᠠ ᠤᠴᠢᠷ ᠲᠠᠢ᠃ ᠰᠤᠳᠤᠯᠭᠠᠴᠢᠳ ᠤᠨ ᠬᠠᠮᠲᠤᠷᠤᠯ ᠢ ᠡᠷᠴᠢᠮᠵᠢᠭᠦᠯᠦᠨ᠂ ᠲᠣᠪᠴᠢᠶᠠᠯᠠᠯ ᠢ ᠨᠡᠢᠲᠡᠯᠡᠬᠦ ᠶᠢ ᠬᠢᠴᠢᠶᠡᠩᠭᠦᠢ ᠠᠵᠢᠯᠯᠠᠬᠤ ᠬᠡᠷᠡᠭᠲᠡᠢ᠃ ᠮᠣᠩᠭᠣᠯ ᠬᠡᠯᠡ ᠤᠬᠠᠭᠠᠨ ᠤ ᠰᠤᠳᠤᠯᠭ᠎ᠠ ᠶᠢᠨ ᠠᠷᠭ᠎ᠠ ᠪᠠᠷᠢᠯ ᠢ ᠰᠢᠨᠡᠴᠢᠯᠡᠨ ᠬᠥᠭᠵᠢᠭᠦᠯᠬᠦ ᠳᠤ ᠲᠤᠰᠬᠠᠢ ᠠᠩᠬᠠᠷᠬᠤ ᠬᠡᠷᠡᠭᠲᠡᠢ᠃ ᠡᠨᠡ ᠨᠢ ᠦᠨᠳᠦᠰᠦᠲᠡᠨ ᠦ ᠰᠣᠶᠣᠯ ᠤᠨ ᠥᠪ ᠢ ᠬᠠᠮᠠᠭᠠᠯᠠᠨ ᠦᠯᠡᠳᠡᠭᠡᠬᠦ ᠳᠤ ᠴᠢᠬᠤᠯᠠ ᠠᠴᠠ ᠤᠴᠢᠷ ᠲᠠᠢ᠃ ᠰᠤᠳᠤᠯᠭᠠᠴᠢᠳ ᠤᠨ ᠬᠠᠮᠲᠤᠷᠤᠯ ᠢ ᠡᠷᠴᠢᠮᠵᠢᠭᠦᠯᠦᠨ᠂ ᠲᠣᠪᠴᠢᠶᠠᠯᠠᠯ ᠢ ᠨᠡᠢᠲᠡᠯᠡᠬᠦ ᠶᠢ ᠬᠢᠴᠢᠶᠡᠩᠭᠦᠢ ᠠᠵᠢᠯᠯᠠᠬᠤ ᠬᠡᠷᠡᠭᠲᠡᠢ᠃ ᠮᠣᠩᠭᠣᠯ ᠬᠡᠯᠡ ᠤᠬᠠᠭᠠᠨ ᠤ ᠰᠤᠳᠤᠯᠭ᠎ᠠ ᠶᠢᠨ ᠠᠷᠭ᠎ᠠ ᠪᠠᠷᠢᠯ ᠢ ᠰᠢᠨᠡᠴᠢᠯᠡᠨ ᠬᠥᠭᠵᠢᠭᠦᠯᠬᠦ ᠳᠤ ᠲᠤᠰᠬᠠᠢ ᠠᠩᠬᠠᠷᠬᠤ ᠬᠡᠷᠡᠭᠲᠡᠢ᠃ ᠡᠨᠡ ᠨᠢ ᠦᠨᠳᠦᠰᠦᠲᠡᠨ ᠦ ᠰᠣᠶᠣᠯ ᠤᠨ ᠥᠪ ᠢ ᠬᠠᠮᠠᠭᠠᠯᠠᠨ ᠦᠯᠡᠳᠡᠭᠡᠬᠦ ᠳᠤ ᠴᠢᠬᠤᠯᠠ ᠠᠴᠠ ᠤᠴᠢᠷ ᠲᠠᠢ᠃ ᠰᠤᠳᠤᠯᠭᠠᠴᠢᠳ ᠤᠨ ᠬᠠᠮᠲᠤᠷᠤᠯ ᠢ ᠡᠷᠴᠢᠮᠵᠢᠭᠦᠯᠦᠨ᠂ ᠲᠣᠪᠴᠢᠶᠠᠯᠠᠯ ᠢ ᠨᠡᠢᠲᠡᠯᠡᠬᠦ ᠶᠢ ᠬᠢᠴᠢᠶᠡᠩᠭᠦᠢ ᠠᠵᠢᠯᠯᠠᠬᠤ ᠬᠡᠷᠡᠭᠲᠡᠢ᠃ ᠮᠣᠩᠭᠣᠯ ᠬᠡᠯᠡ ᠤᠬᠠᠭᠠᠨ ᠤ ᠰᠤᠳᠤᠯᠭ᠎ᠠ ᠶᠢᠨ ᠠᠷᠭ᠎ᠠ ᠪᠠᠷᠢᠯ ᠢ ᠰᠢᠨᠡᠴᠢᠯᠡᠨ ᠬᠥᠭᠵᠢᠭᠦᠯᠬᠦ ᠳᠤ ᠲᠤᠰᠬᠠᠢ ᠠᠩᠬᠠᠷᠬᠤ ᠬᠡᠷᠡᠭᠲᠡᠢ᠃ ᠡᠨᠡ ᠨᠢ ᠦᠨᠳᠦᠰᠦᠲᠡᠨ ᠦ ᠰᠣᠶᠣᠯ ᠤᠨ ᠥᠪ ᠢ ᠬᠠᠮᠠᠭᠠᠯᠠᠨ ᠦᠯᠡᠳᠡᠭᠡᠬᠦ ᠳᠤ ᠴᠢᠬᠤᠯᠠ ᠠᠴᠠ ᠤᠴᠢᠷ ᠲᠠᠢ᠃ ᠰᠤᠳᠤᠯᠭᠠᠴᠢᠳ ᠤᠨ ᠬᠠᠮᠲᠤᠷᠤᠯ ᠢ ᠡᠷᠴᠢᠮᠵᠢᠭᠦᠯᠦᠨ᠂ ᠲᠣᠪᠴᠢᠶᠠᠯᠠᠯ ᠢ ᠨᠡᠢᠲᠡᠯᠡᠬᠦ ᠶᠢ ᠬᠢᠴᠢᠶᠡᠩᠭᠦᠢ ᠠᠵᠢᠯᠯᠠᠬᠤ ᠬᠡᠷᠡᠭᠲᠡᠢ᠃ ᠮᠣᠩᠭᠣᠯ ᠬᠡᠯᠡ ᠤᠬᠠᠭᠠᠨ ᠤ ᠰᠤᠳᠤᠯᠭ᠎ᠠ ᠶᠢᠨ ᠠᠷᠭ᠎ᠠ ᠪᠠᠷᠢᠯ ᠢ ᠰᠢᠨᠡᠴᠢᠯᠡᠨ ᠬᠥᠭᠵᠢᠭᠦᠯᠬᠦ ᠳᠤ ᠲᠤᠰᠬᠠᠢ ᠠᠩᠬᠠᠷᠬᠤ ᠬᠡᠷᠡᠭᠲᠡᠢ᠃ ᠡᠨᠡ ᠨᠢ ᠦᠨᠳᠦᠰᠦᠲᠡᠨ ᠦ ᠰᠣᠶᠣᠯ ᠤᠨ ᠥᠪ ᠢ ᠬᠠᠮᠠᠭᠠᠯᠠᠨ ᠦᠯᠡᠳᠡᠭᠡᠬᠦ ᠳᠤ ᠴᠢᠬᠤᠯᠠ ᠠᠴᠠ ᠤᠴᠢᠷ ᠲᠠᠢ᠃ ᠰᠤᠳᠤᠯᠭᠠᠴᠢᠳ ᠤᠨ ᠬᠠᠮᠲᠤᠷᠤᠯ ᠢ ᠡᠷᠴᠢᠮᠵᠢᠭᠦᠯᠦᠨ᠂ ᠲᠣᠪᠴᠢᠶᠠᠯᠠᠯ ᠢ ᠨᠡᠢᠲᠡᠯᠡᠬᠦ ᠶᠢ ᠬᠢᠴᠢᠶᠡᠩᠭᠦᠢ ᠠᠵᠢᠯᠯᠠᠬᠤ ᠬᠡᠷᠡᠭᠲᠡᠢ᠃ ᠮᠣᠩᠭᠣᠯ ᠬᠡᠯᠡ ᠤᠬᠠᠭᠠᠨ ᠤ ᠰᠤᠳᠤᠯᠭ᠎ᠠ ᠶᠢᠨ ᠠᠷᠭ᠎ᠠ ᠪᠠᠷᠢᠯ ᠢ ᠰᠢᠨᠡᠴᠢᠯᠡᠨ ᠬᠥᠭᠵᠢᠭᠦᠯᠬᠦ ᠳᠤ ᠲᠤᠰᠬᠠᠢ ᠠᠩᠬᠠᠷᠬᠤ ᠬᠡᠷᠡᠭᠲᠡᠢ᠃ ᠡᠨᠡ ᠨᠢ ᠦᠨᠳᠦᠰᠦᠲᠡᠨ ᠦ ᠰᠣᠶᠣᠯ ᠤᠨ ᠥᠪ ᠢ ᠬᠠᠮᠠᠭᠠᠯᠠᠨ ᠦᠯᠡᠳᠡᠭᠡᠬᠦ ᠳᠤ ᠴᠢᠬᠤᠯᠠ ᠠᠴᠠ ᠤᠴᠢᠷ ᠲᠠᠢ᠃ ᠰᠤᠳᠤᠯᠭᠠᠴᠢᠳ ᠤᠨ ᠬᠠᠮᠲᠤᠷᠤᠯ ᠢ ᠡᠷᠴᠢᠮᠵᠢᠭᠦᠯᠦᠨ᠂ ᠲᠣᠪᠴᠢᠶᠠᠯᠠᠯ ᠢ ᠨᠡᠢᠲᠡᠯᠡᠬᠦ ᠶᠢ ᠬᠢᠴᠢᠶᠡᠩᠭᠦᠢ ᠠᠵᠢᠯᠯᠠᠬᠤ ᠬᠡᠷᠡᠭᠲᠡᠢ᠃ bbox=[46, 52, 161, 582]
page-header bbox=[6, 6, 126, 32]
section-subheading: ᠨᠢᠭᠡ᠂ ᠲᠣᠪᠴᠢ ᠦᠵᠡᠯ bbox=[161, 52, 170, 107]
section-subheading: ᠬᠣᠶᠠᠷ᠂ ᠬᠡᠷᠡᠭᠯᠡᠭᠡ bbox=[275, 104, 284, 149]
mongolian-script-logo-icon bbox=[6, 7, 24, 31]
